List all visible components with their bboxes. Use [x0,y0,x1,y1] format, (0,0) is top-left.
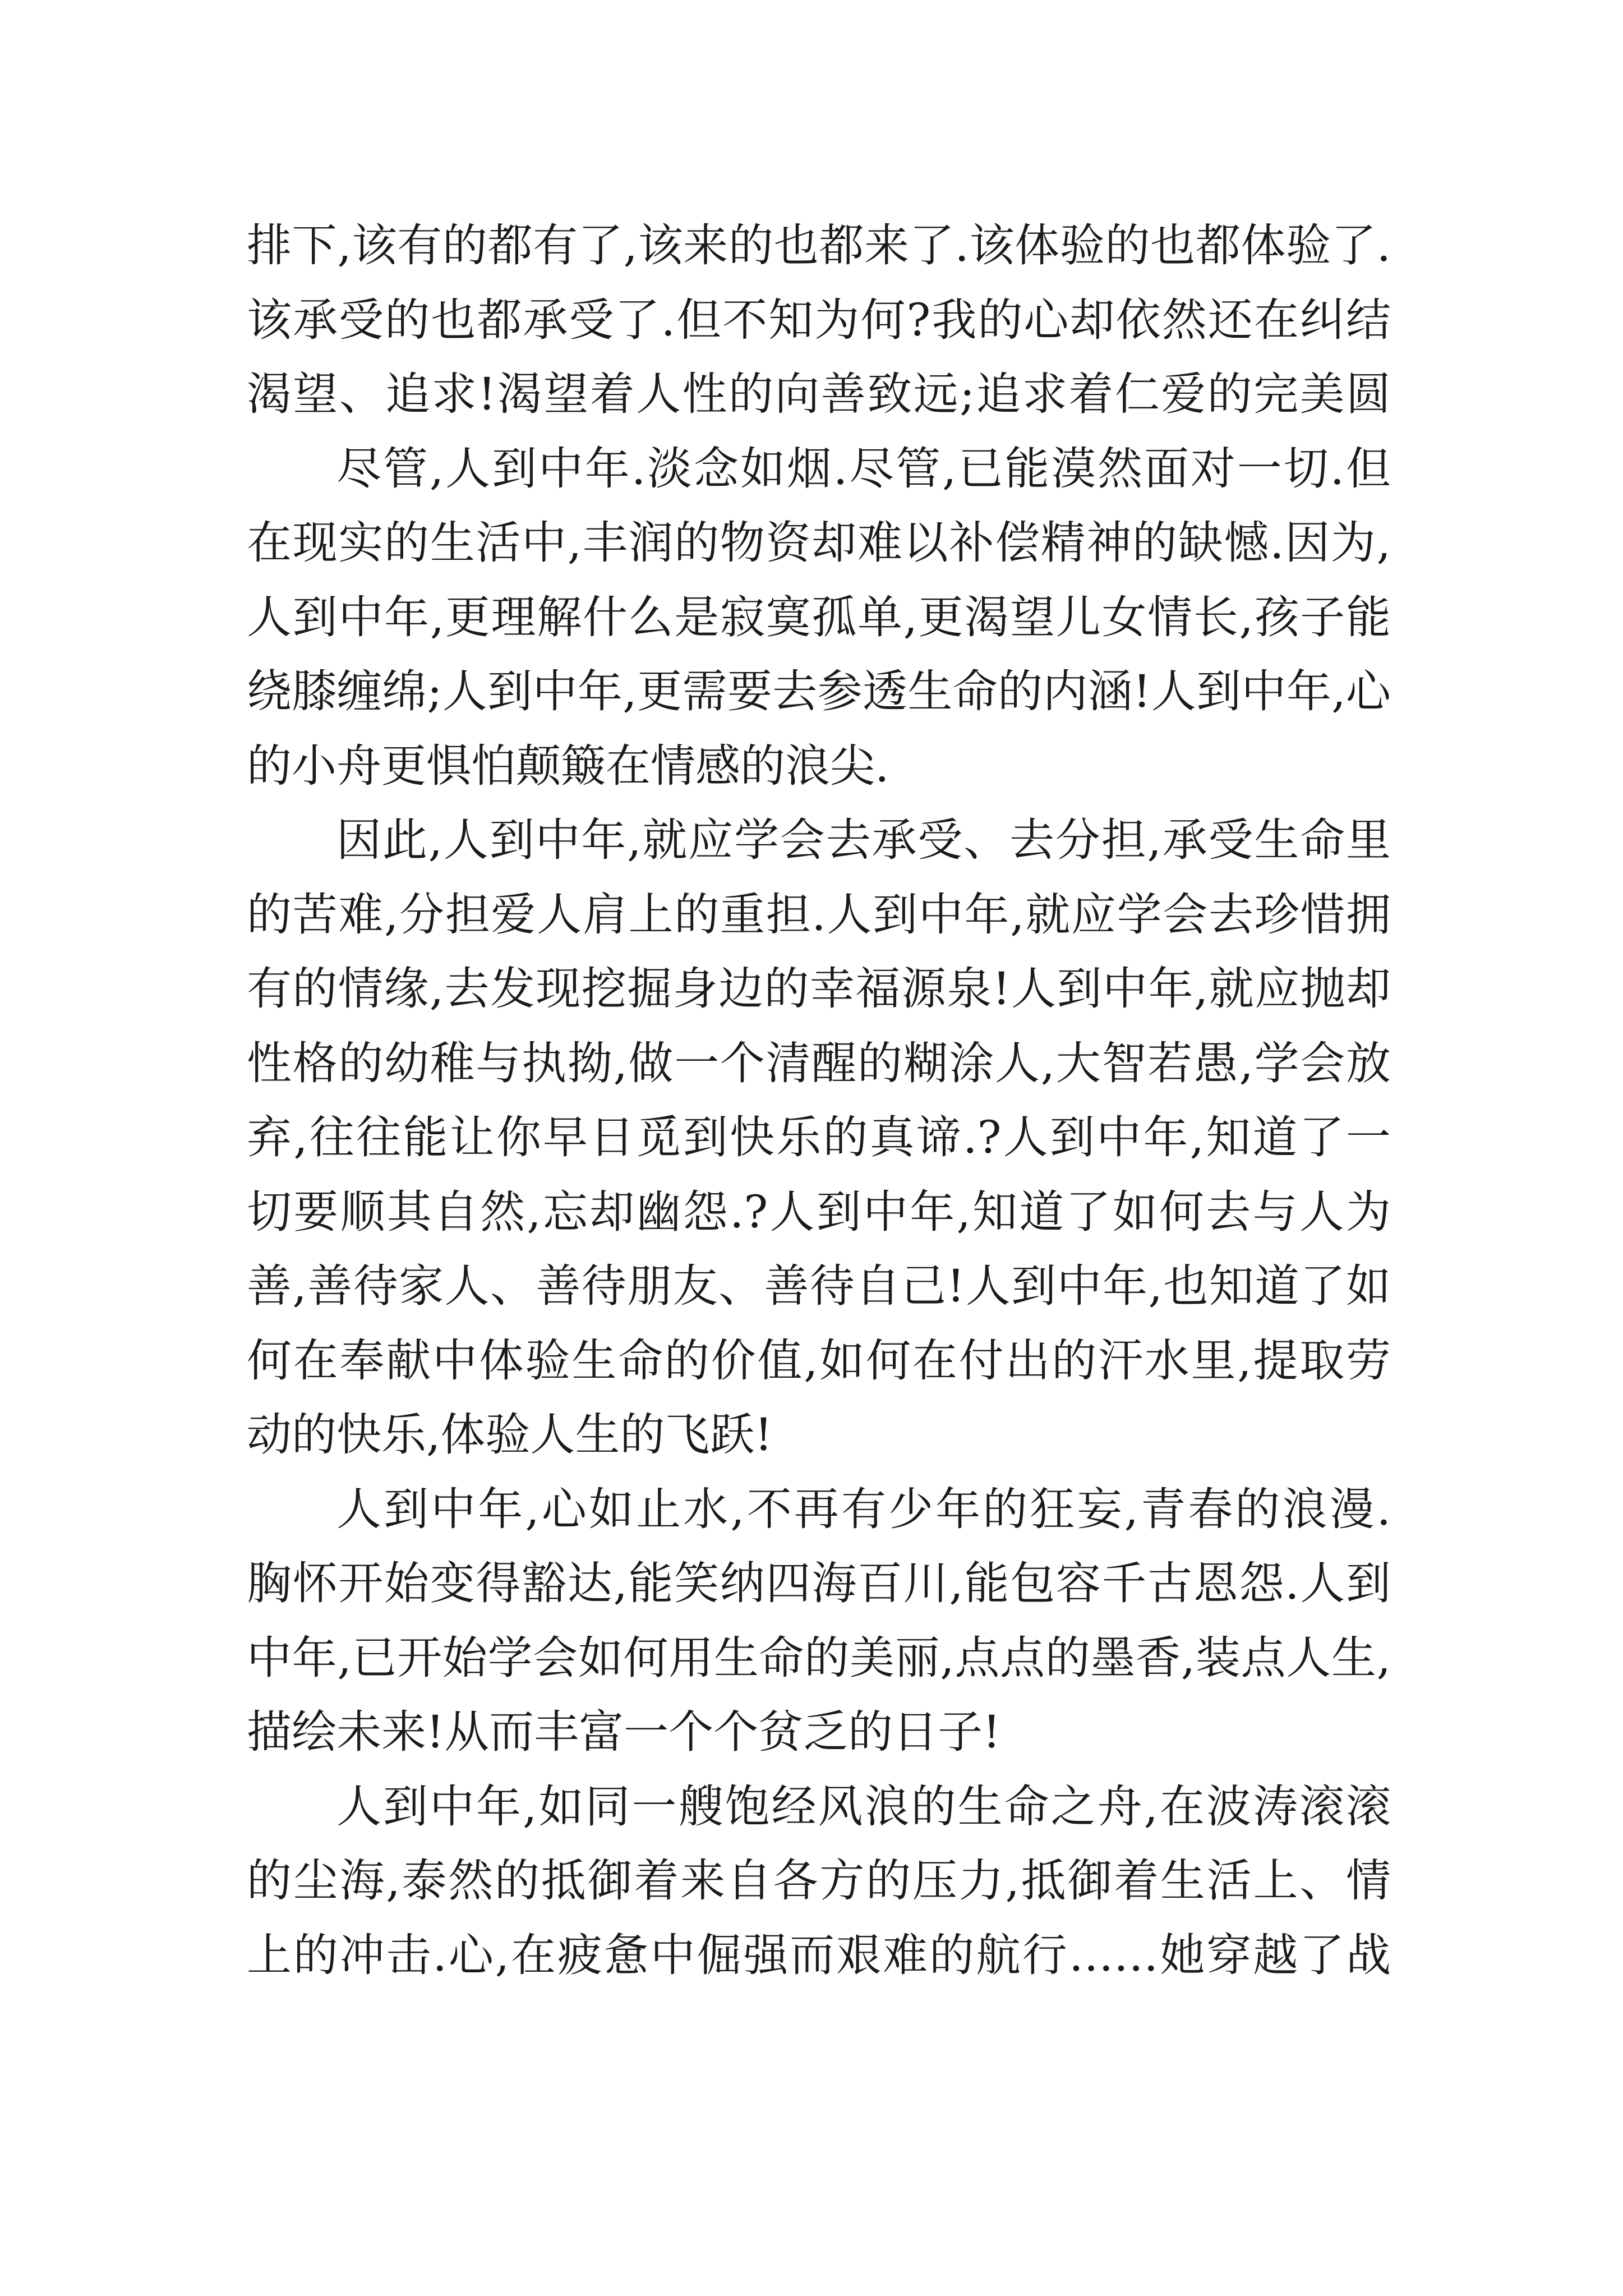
text-line: 何在奉献中体验生命的价值,如何在付出的汗水里,提取劳 [247,1334,1391,1387]
text-line: 描绘未来!从而丰富一个个贫乏的日子! [247,1706,1001,1758]
text-line: 切要顺其自然,忘却幽怨.?人到中年,知道了如何去与人为 [247,1185,1391,1238]
text-line: 在现实的生活中,丰润的物资却难以补偿精神的缺憾.因为, [247,517,1391,569]
text-line: 渴望、追求!渴望着人性的向善致远;追求着仁爱的完美圆 [247,368,1391,420]
paragraph-first-line: 人到中年,心如止水,不再有少年的狂妄,青春的浪漫. [336,1483,1391,1535]
text-line: 弃,往往能让你早日觅到快乐的真谛.?人到中年,知道了一 [247,1111,1391,1163]
text-line: 上的冲击.心,在疲惫中倔强而艰难的航行……她穿越了战 [247,1929,1391,1981]
paragraph-first-line: 因此,人到中年,就应学会去承受、去分担,承受生命里 [336,814,1391,866]
paragraph-first-line: 尽管,人到中年.淡念如烟.尽管,已能漠然面对一切.但 [336,442,1391,495]
text-line: 该承受的也都承受了.但不知为何?我的心却依然还在纠结 [247,293,1391,346]
text-line: 胸怀开始变得豁达,能笑纳四海百川,能包容千古恩怨.人到 [247,1557,1391,1609]
text-line: 动的快乐,体验人生的飞跃! [247,1409,773,1461]
text-line: 的苦难,分担爱人肩上的重担.人到中年,就应学会去珍惜拥 [247,888,1391,941]
text-line: 人到中年,更理解什么是寂寞孤单,更渴望儿女情长,孩子能 [247,591,1391,643]
text-line: 中年,已开始学会如何用生命的美丽,点点的墨香,装点人生, [247,1631,1391,1684]
body-text [247,209,1391,1993]
paragraph-first-line: 人到中年,如同一艘饱经风浪的生命之舟,在波涛滚滚 [336,1780,1391,1833]
text-line: 有的情缘,去发现挖掘身边的幸福源泉!人到中年,就应抛却 [247,963,1391,1015]
text-line: 排下,该有的都有了,该来的也都来了.该体验的也都体验了. [247,219,1391,272]
text-line: 绕膝缠绵;人到中年,更需要去参透生命的内涵!人到中年,心 [247,665,1391,717]
text-line: 善,善待家人、善待朋友、善待自己!人到中年,也知道了如 [247,1260,1391,1312]
text-line: 的尘海,泰然的抵御着来自各方的压力,抵御着生活上、情 [247,1855,1391,1907]
text-line: 的小舟更惧怕颠簸在情感的浪尖. [247,739,889,792]
text-line: 性格的幼稚与执拗,做一个清醒的糊涂人,大智若愚,学会放 [247,1037,1391,1089]
